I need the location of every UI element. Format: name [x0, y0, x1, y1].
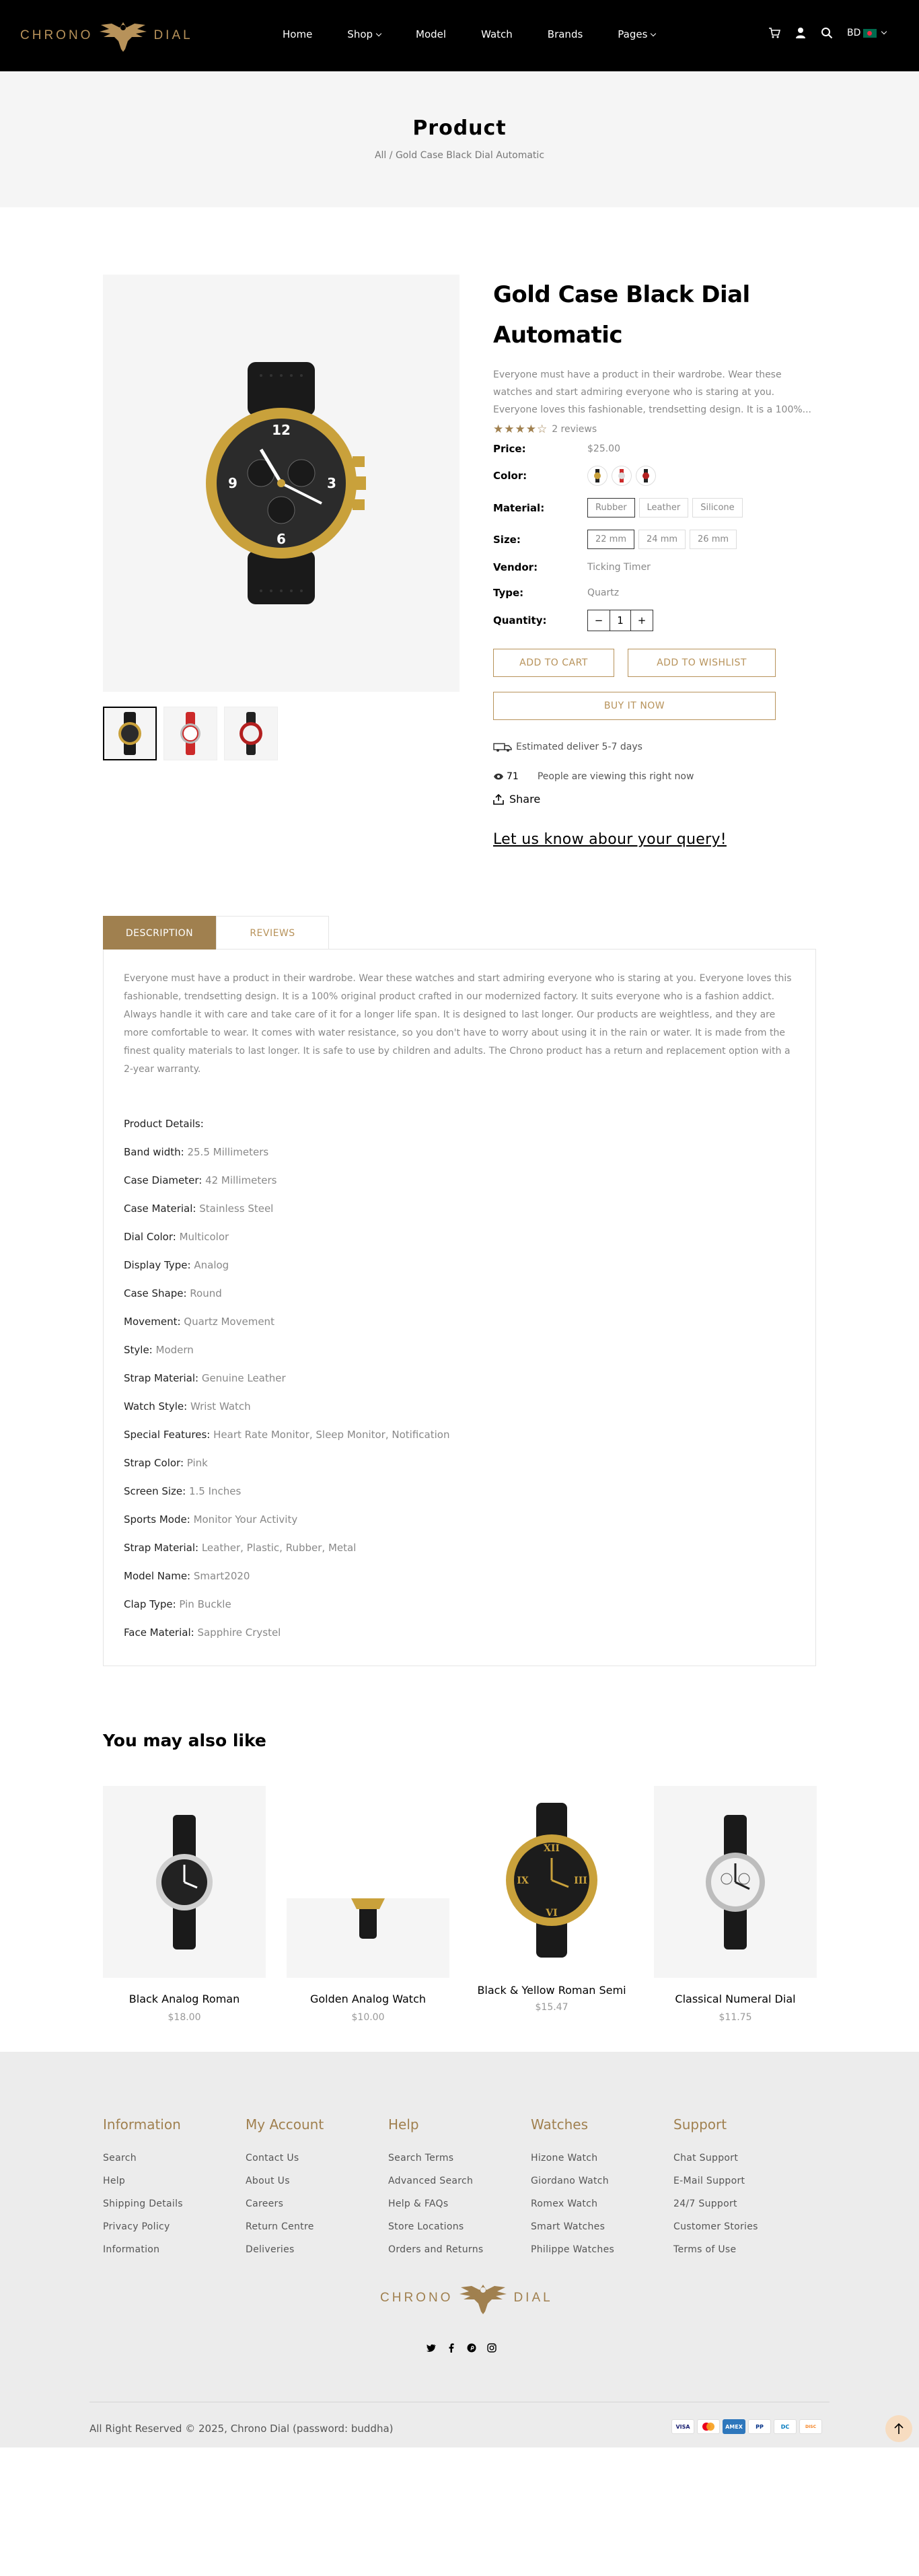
tab-content-description [103, 949, 816, 1666]
nav-pages[interactable]: Pages [618, 28, 655, 40]
color-swatch-red-black[interactable] [636, 466, 656, 486]
product-detail-key: Sports Mode: [124, 1513, 190, 1526]
product-detail-key: Case Material: [124, 1203, 196, 1215]
svg-text:IX: IX [517, 1875, 529, 1886]
watch-image [344, 1898, 392, 1939]
svg-text:VI: VI [546, 1908, 558, 1919]
product-detail-line [124, 1513, 795, 1526]
search-icon[interactable] [821, 27, 833, 39]
material-row [493, 498, 816, 517]
currency-selector[interactable] [847, 28, 886, 38]
vendor-row [493, 561, 816, 573]
footer-link[interactable]: Careers [246, 2198, 284, 2209]
nav-home[interactable]: Home [283, 28, 313, 40]
arrow-up-icon [894, 2423, 904, 2435]
watch-thumb-image [174, 712, 207, 755]
svg-text:XII: XII [544, 1843, 560, 1854]
svg-text:3: 3 [327, 475, 336, 491]
amex-icon: AMEX [723, 2419, 745, 2434]
quantity-minus-button[interactable]: − [594, 614, 603, 627]
product-detail-line [124, 1485, 795, 1497]
product-detail-line [124, 1400, 795, 1412]
type-row [493, 587, 816, 599]
product-detail-key: Band width: [124, 1146, 184, 1158]
product-detail-value: Stainless Steel [199, 1203, 274, 1215]
product-detail-key: Clap Type: [124, 1598, 176, 1610]
svg-text:6: 6 [277, 531, 286, 547]
product-card-name[interactable]: Golden Analog Watch [309, 1993, 427, 2005]
quantity-row [493, 610, 816, 631]
watch-image [501, 1803, 602, 1958]
thumbnail-gold-black[interactable] [103, 707, 157, 760]
facebook-icon[interactable] [446, 2342, 457, 2353]
rating-stars: ★★★★☆ [493, 423, 548, 436]
size-option-22[interactable]: 22 mm [587, 530, 634, 549]
truck-icon [493, 742, 513, 752]
copyright-text: All Right Reserved © 2025, Chrono Dial (password: buddha) [89, 2423, 394, 2435]
logo-text-left: CHRONO [380, 2291, 453, 2305]
pinterest-icon[interactable] [466, 2342, 477, 2353]
query-link[interactable]: Let us know abour your query! [493, 831, 727, 848]
footer-column-title: Help [388, 2116, 419, 2133]
footer-column-information [103, 2116, 183, 2267]
discover-icon: DISC [799, 2419, 822, 2434]
footer-link[interactable]: Giordano Watch [531, 2176, 609, 2186]
header-icons [768, 27, 886, 39]
description-paragraph: Everyone must have a product in their wardrobe. Wear these watches and start admiring everyone who is staring at you. Everyone loves this fashionable, trendsetting design. It is a 100% original product crafted in our modernized factory. It suits everyone who is a fashion addict. Always handle it with care and take care of it for a longer life span. It is designed to last longer. Our products are weightless, and they are more comfortable to wear. It comes with water resistance, so you don't have to worry about using it in the rain or water. It is made from the finest quality materials to last longer. It is safe to use by children and adults. The Chrono product has a return and replacement option with a 2-year warranty. [124, 973, 792, 1075]
page-title: Product [412, 116, 507, 140]
product-detail-key: Strap Color: [124, 1457, 184, 1469]
footer-logo[interactable] [380, 2281, 553, 2316]
logo-text-left: CHRONO [20, 28, 94, 42]
delivery-text: Estimated deliver 5-7 days [516, 742, 642, 752]
product-card[interactable] [470, 1786, 633, 2013]
footer-column-title: My Account [246, 2116, 324, 2133]
product-detail-key: Movement: [124, 1316, 181, 1328]
product-detail-value: Quartz Movement [184, 1316, 274, 1328]
logo-text-right: DIAL [153, 28, 193, 42]
svg-text:12: 12 [272, 422, 291, 438]
share-icon [493, 794, 504, 805]
vendor-label: Vendor: [493, 561, 538, 573]
footer-link[interactable]: Terms of Use [673, 2244, 737, 2255]
product-card-image[interactable] [103, 1786, 266, 1978]
quantity-label: Quantity: [493, 614, 547, 627]
product-card-name[interactable]: Black Analog Roman [128, 1993, 240, 2005]
product-detail-value: Pin Buckle [179, 1598, 231, 1610]
product-detail-line [124, 1570, 795, 1582]
product-detail-value: Analog [194, 1259, 229, 1271]
footer-link[interactable]: Smart Watches [531, 2221, 605, 2232]
watch-thumb-image [113, 712, 147, 755]
product-detail-value: Monitor Your Activity [193, 1513, 298, 1526]
chevron-down-icon [881, 29, 887, 34]
product-card[interactable] [654, 1786, 817, 2023]
tab-description[interactable]: DESCRIPTION [103, 916, 216, 950]
product-detail-value: Smart2020 [193, 1570, 250, 1582]
product-detail-key: Case Shape: [124, 1287, 187, 1299]
product-detail-line [124, 1287, 795, 1299]
product-detail-value: Multicolor [179, 1231, 229, 1243]
footer-link[interactable]: 24/7 Support [673, 2198, 737, 2209]
back-to-top-button[interactable] [885, 2415, 912, 2442]
svg-text:9: 9 [228, 475, 237, 491]
quantity-stepper [587, 610, 653, 631]
product-card-image[interactable] [287, 1786, 449, 1978]
price-value: $25.00 [587, 443, 620, 454]
quantity-plus-button[interactable]: + [637, 614, 647, 627]
product-detail-key: Style: [124, 1344, 153, 1356]
product-detail-key: Case Diameter: [124, 1174, 203, 1186]
product-detail-key: Strap Material: [124, 1542, 199, 1554]
product-card-price: $11.75 [719, 2012, 752, 2023]
footer-column-help [388, 2116, 483, 2267]
product-main-image[interactable] [103, 275, 459, 692]
footer-link[interactable]: Customer Stories [673, 2221, 758, 2232]
user-icon[interactable] [795, 27, 807, 39]
material-option-silicone[interactable]: Silicone [692, 498, 742, 517]
product-detail-line [124, 1146, 795, 1158]
logo-text-right: DIAL [513, 2291, 553, 2305]
related-products [103, 1666, 816, 2052]
material-option-leather[interactable]: Leather [639, 498, 689, 517]
color-label: Color: [493, 470, 527, 482]
footer-column-my-account [246, 2116, 324, 2267]
thumbnail-white-red[interactable] [163, 707, 217, 760]
product-card-price: $15.47 [535, 2002, 568, 2013]
footer-column-watches [531, 2116, 614, 2267]
footer-link[interactable]: Shipping Details [103, 2198, 183, 2209]
tab-bar [103, 916, 816, 950]
watch-image [194, 362, 369, 604]
product-detail-value: Round [190, 1287, 222, 1299]
product-detail-key: Dial Color: [124, 1231, 176, 1243]
size-label: Size: [493, 533, 521, 546]
eagle-logo-icon [458, 2281, 508, 2316]
footer-column-title: Watches [531, 2116, 588, 2133]
price-label: Price: [493, 443, 526, 455]
product-detail-key: Display Type: [124, 1259, 191, 1271]
site-header [0, 0, 919, 71]
footer-link[interactable]: Deliveries [246, 2244, 295, 2255]
nav-shop[interactable]: Shop [347, 28, 381, 40]
viewer-count: 71 [507, 771, 519, 782]
product-thumbnails [103, 707, 285, 760]
share-label: Share [509, 793, 541, 806]
product-details-title: Product Details: [124, 1118, 204, 1130]
material-option-rubber[interactable]: Rubber [587, 498, 635, 517]
product-detail-line [124, 1259, 795, 1271]
product-detail-value: Leather, Plastic, Rubber, Metal [201, 1542, 357, 1554]
viewing-text: People are viewing this right now [537, 771, 694, 782]
thumbnail-red-black[interactable] [224, 707, 278, 760]
add-to-wishlist-button[interactable]: ADD TO WISHLIST [628, 649, 776, 677]
main-nav [283, 28, 690, 40]
social-links [421, 2342, 502, 2353]
share-button[interactable] [493, 793, 816, 806]
footer-link[interactable]: Information [103, 2244, 160, 2255]
type-value: Quartz [587, 587, 620, 598]
footer-column-title: Support [673, 2116, 727, 2133]
nav-model[interactable]: Model [416, 28, 447, 40]
breadcrumb[interactable]: All / Gold Case Black Dial Automatic [374, 150, 545, 161]
footer-link[interactable]: Store Locations [388, 2221, 464, 2232]
review-count: 2 reviews [552, 424, 597, 435]
product-detail-value: Modern [155, 1344, 194, 1356]
product-card-name[interactable]: Black & Yellow Roman Semi [477, 1984, 626, 1997]
footer-link[interactable]: Search [103, 2153, 137, 2163]
price-row [493, 443, 816, 455]
color-row [493, 466, 816, 486]
product-detail-key: Strap Material: [124, 1372, 199, 1384]
footer-link[interactable]: Contact Us [246, 2153, 299, 2163]
product-detail-value: 42 Millimeters [205, 1174, 277, 1186]
delivery-estimate [493, 742, 816, 752]
product-rating[interactable] [493, 423, 816, 436]
product-card[interactable] [287, 1786, 449, 2023]
footer-link[interactable]: Philippe Watches [531, 2244, 615, 2255]
footer-link[interactable]: Romex Watch [531, 2198, 598, 2209]
footer-link[interactable]: Privacy Policy [103, 2221, 170, 2232]
material-label: Material: [493, 501, 545, 514]
product-detail-value: 1.5 Inches [188, 1485, 242, 1497]
footer-link[interactable]: Help & FAQs [388, 2198, 449, 2209]
visa-icon: VISA [671, 2419, 694, 2434]
size-option-26[interactable]: 26 mm [690, 530, 737, 549]
product-section [0, 207, 919, 916]
product-card-name[interactable]: Classical Numeral Dial [675, 1993, 796, 2005]
product-detail-value: Sapphire Crystel [197, 1626, 281, 1639]
cart-icon[interactable] [768, 27, 780, 39]
product-card-price: $18.00 [168, 2012, 201, 2023]
nav-brands[interactable]: Brands [547, 28, 583, 40]
footer-link[interactable]: Orders and Returns [388, 2244, 484, 2255]
watch-image [147, 1815, 221, 1949]
footer-link[interactable]: Hizone Watch [531, 2153, 598, 2163]
product-detail-line [124, 1542, 795, 1554]
chevron-down-icon [651, 31, 656, 36]
viewers-notice [493, 771, 816, 782]
buy-now-button[interactable]: BUY IT NOW [493, 692, 776, 720]
footer-column-title: Information [103, 2116, 181, 2133]
product-title: Gold Case Black Dial Automatic [493, 281, 750, 349]
twitter-icon[interactable] [426, 2342, 437, 2353]
product-short-description: Everyone must have a product in their wardrobe. Wear these watches and start admiring everyone who is staring at you. Everyone loves this fashionable, trendsetting design. It is a 100%... [493, 369, 811, 415]
product-detail-line [124, 1231, 795, 1243]
currency-code: BD [847, 28, 861, 38]
product-info [493, 275, 816, 848]
tab-reviews[interactable]: REVIEWS [216, 916, 329, 950]
product-detail-value: Pink [186, 1457, 208, 1469]
footer-column-support [673, 2116, 758, 2267]
vendor-value: Ticking Timer [587, 562, 651, 573]
footer-link[interactable]: About Us [246, 2176, 290, 2186]
bangladesh-flag-icon [863, 29, 877, 38]
purchase-buttons [493, 649, 816, 677]
product-detail-line [124, 1344, 795, 1356]
eye-icon [493, 773, 504, 781]
product-detail-line [124, 1598, 795, 1610]
product-detail-key: Screen Size: [124, 1485, 186, 1497]
paypal-icon: PP [748, 2419, 771, 2434]
product-card-image[interactable] [470, 1786, 633, 1974]
product-detail-line [124, 1457, 795, 1469]
footer-link[interactable]: Advanced Search [388, 2176, 474, 2186]
diners-club-icon: DC [774, 2419, 797, 2434]
nav-watch[interactable]: Watch [481, 28, 513, 40]
product-card[interactable] [103, 1786, 266, 2023]
product-detail-line [124, 1203, 795, 1215]
svg-text:III: III [574, 1875, 587, 1886]
eagle-logo-icon [98, 18, 148, 53]
product-detail-key: Special Features: [124, 1429, 211, 1441]
product-detail-value: Wrist Watch [190, 1400, 251, 1412]
footer-link[interactable]: Return Centre [246, 2221, 314, 2232]
product-detail-line [124, 1429, 795, 1441]
page-banner [0, 71, 919, 207]
quantity-input[interactable]: 1 [610, 610, 631, 631]
size-option-24[interactable]: 24 mm [638, 530, 686, 549]
product-detail-line [124, 1372, 795, 1384]
add-to-cart-button[interactable]: ADD TO CART [493, 649, 614, 677]
instagram-icon[interactable] [486, 2342, 497, 2353]
footer-link[interactable]: Search Terms [388, 2153, 454, 2163]
site-footer [0, 2052, 919, 2447]
product-detail-line [124, 1174, 795, 1186]
product-details-list [124, 1146, 795, 1639]
product-card-price: $10.00 [351, 2012, 385, 2023]
chevron-down-icon [376, 31, 381, 36]
type-label: Type: [493, 587, 524, 599]
footer-link[interactable]: E-Mail Support [673, 2176, 745, 2186]
product-detail-value: Genuine Leather [201, 1372, 286, 1384]
product-detail-line [124, 1316, 795, 1328]
watch-image [698, 1815, 772, 1949]
related-title: You may also like [103, 1731, 266, 1750]
payment-methods [669, 2419, 822, 2434]
site-logo[interactable] [20, 18, 193, 53]
size-row [493, 530, 816, 549]
mastercard-icon [697, 2419, 720, 2434]
color-swatch-gold-black[interactable] [587, 466, 608, 486]
watch-thumb-image [234, 712, 268, 755]
product-tabs [103, 916, 816, 1666]
product-detail-value: 25.5 Millimeters [187, 1146, 269, 1158]
product-card-image[interactable] [654, 1786, 817, 1978]
footer-link[interactable]: Help [103, 2176, 126, 2186]
footer-link[interactable]: Chat Support [673, 2153, 739, 2163]
product-detail-key: Face Material: [124, 1626, 194, 1639]
color-swatch-white-red[interactable] [612, 466, 632, 486]
product-detail-key: Model Name: [124, 1570, 191, 1582]
product-detail-value: Heart Rate Monitor, Sleep Monitor, Notification [213, 1429, 450, 1441]
product-detail-key: Watch Style: [124, 1400, 188, 1412]
product-detail-line [124, 1626, 795, 1639]
